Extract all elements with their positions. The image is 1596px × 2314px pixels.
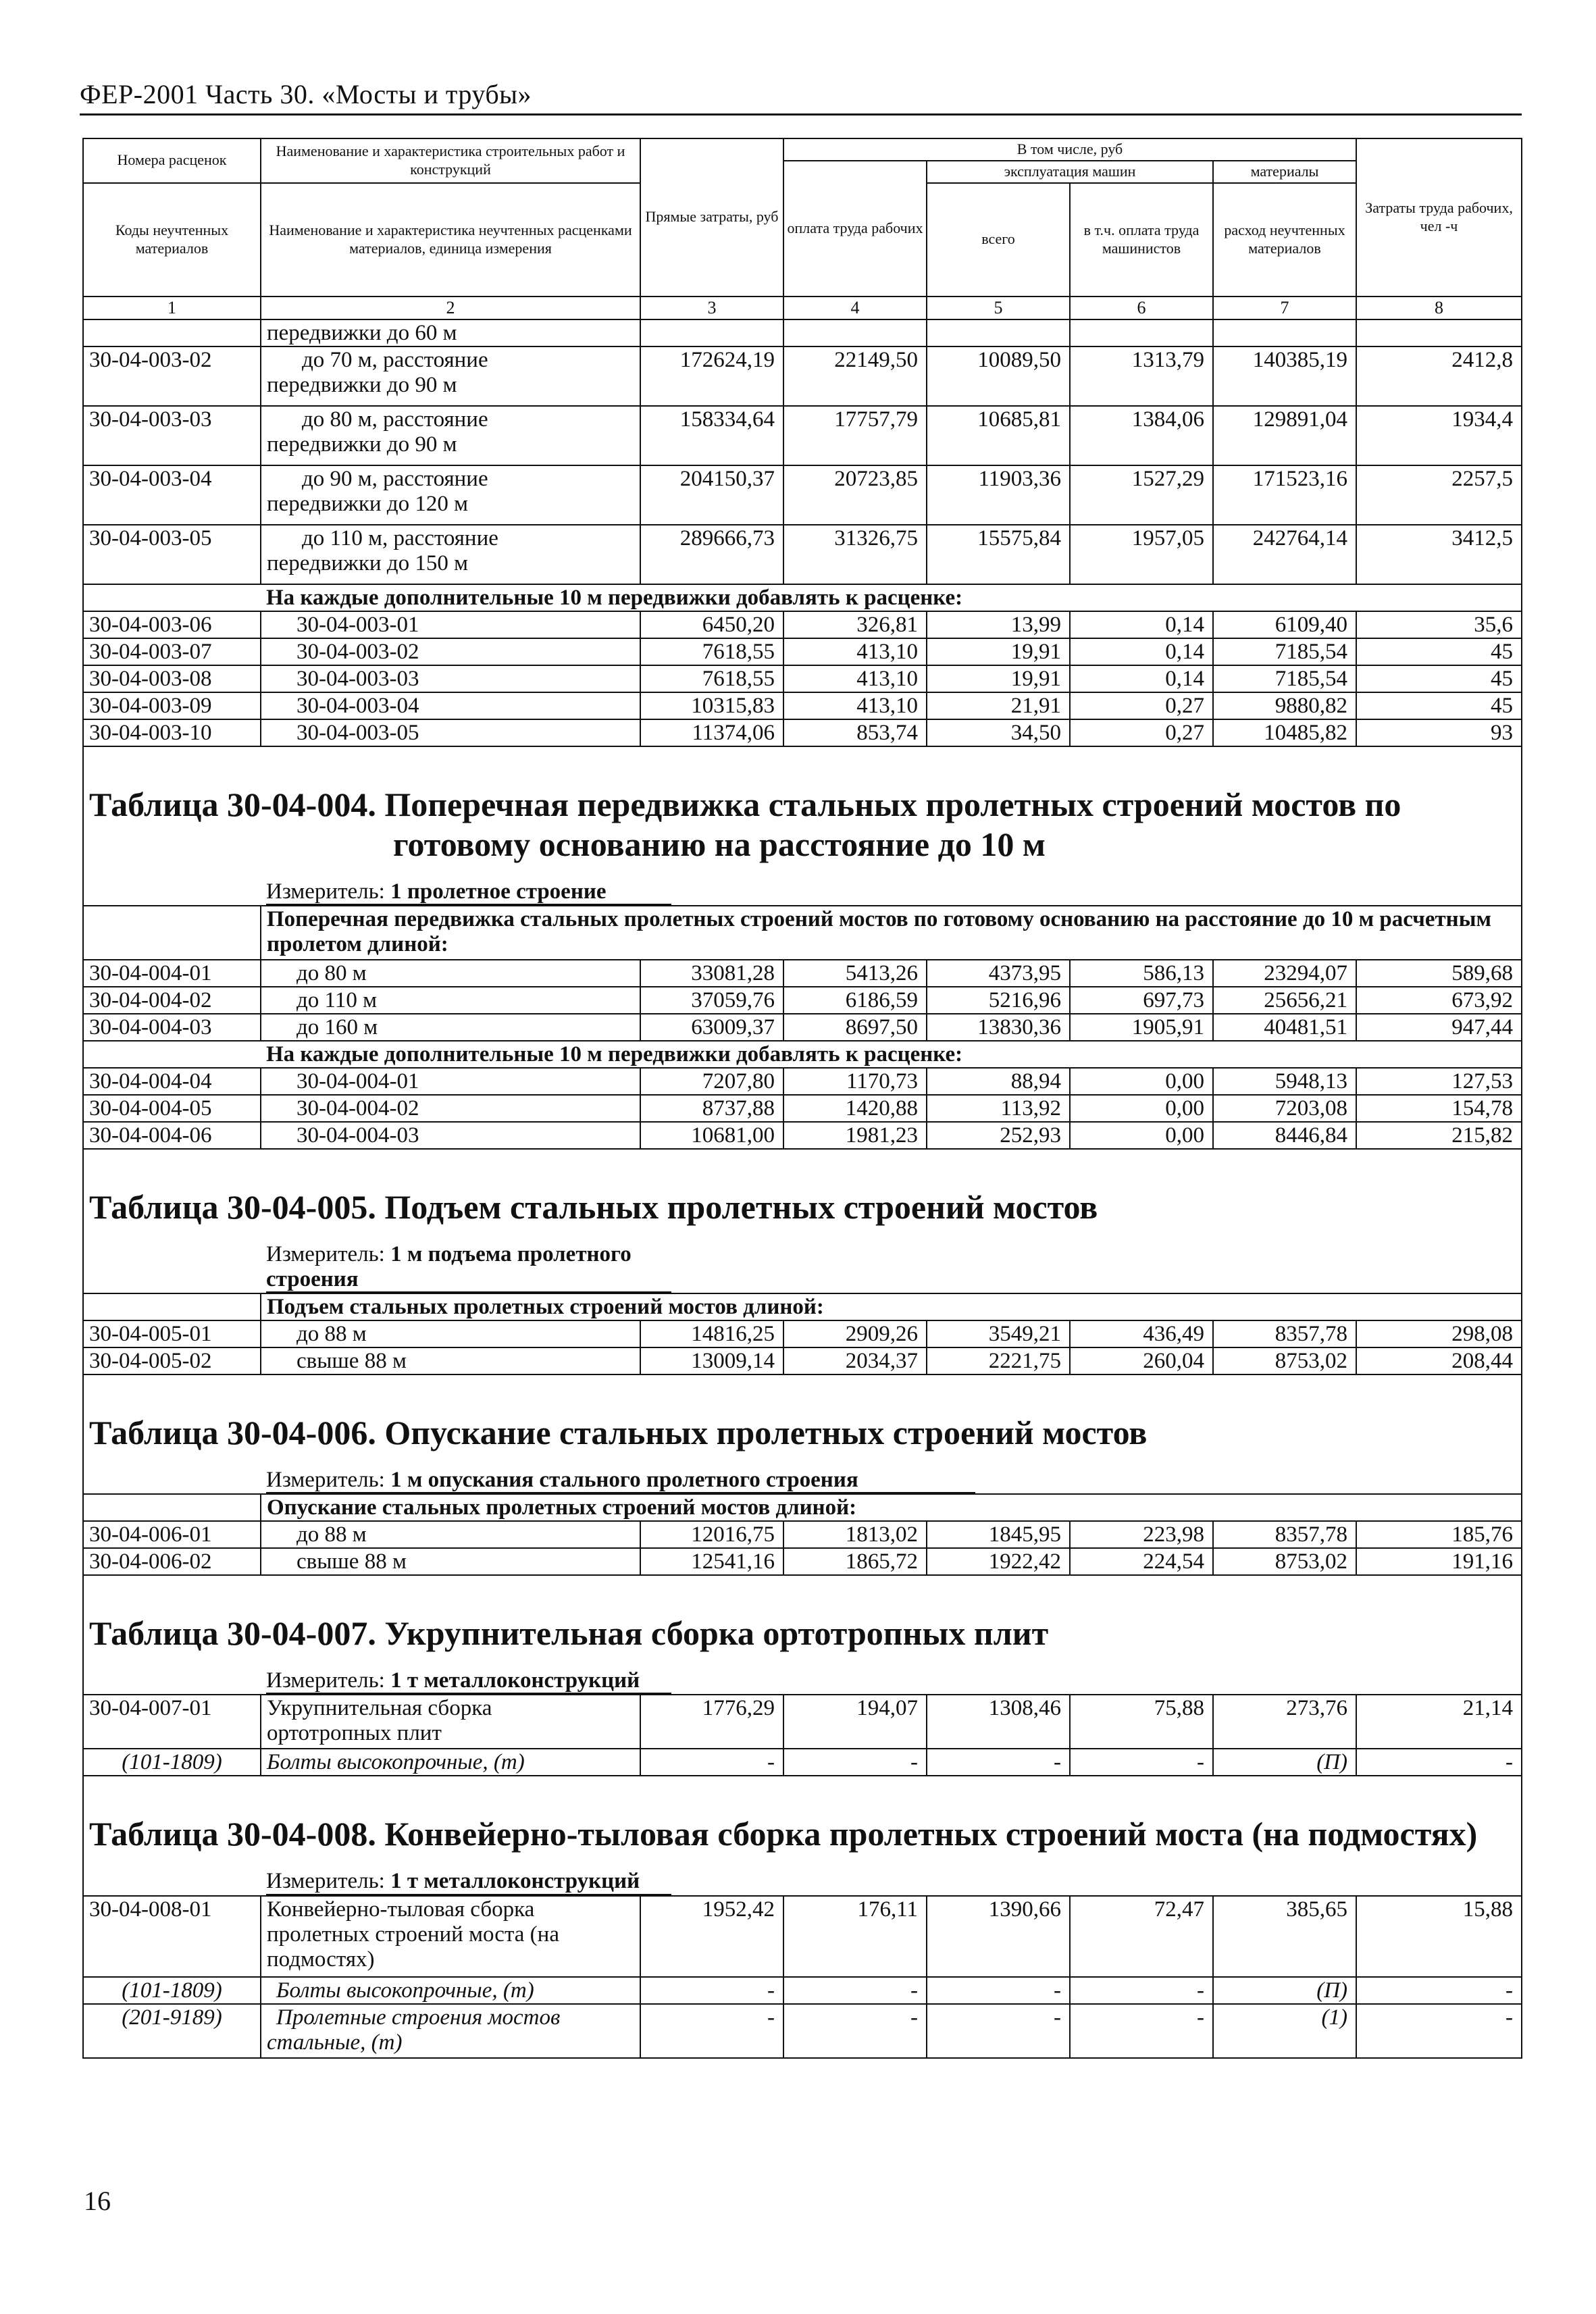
value-labor: 191,16 <box>1356 1548 1522 1575</box>
table-row <box>83 692 1522 719</box>
value-labor: 15,88 <box>1356 1896 1522 1977</box>
value-mach-wages: 1384,06 <box>1070 406 1213 465</box>
section-title: Поперечная передвижка стальных пролетных строений мостов по готовому основанию на расстояние до 10 м расчетным пролетом длиной: <box>261 906 1522 960</box>
section-row <box>83 584 1522 611</box>
value-direct: 172624,19 <box>640 346 783 406</box>
row-name: до 110 м, расстояние передвижки до 150 м <box>261 525 640 584</box>
value-direct: 1952,42 <box>640 1896 783 1977</box>
value-mach-total: 88,94 <box>927 1068 1070 1095</box>
value-materials: 385,65 <box>1213 1896 1356 1977</box>
row-name: до 110 м <box>261 987 640 1014</box>
value-mach-total: 13830,36 <box>927 1014 1070 1041</box>
column-number: 8 <box>1356 297 1522 320</box>
row-name: 30-04-003-03 <box>261 665 640 692</box>
row-code: 30-04-004-06 <box>83 1122 261 1149</box>
material-row <box>83 1977 1522 2004</box>
value-wages: - <box>783 1749 927 1776</box>
value-mach-wages: 586,13 <box>1070 960 1213 987</box>
column-number: 2 <box>261 297 640 320</box>
header-name-top: Наименование и характеристика строительных работ и конструкций <box>261 138 640 183</box>
value-labor: 2412,8 <box>1356 346 1522 406</box>
material-name: Болты высокопрочные, (т) <box>261 1749 640 1776</box>
value-mach-wages: - <box>1070 1977 1213 2004</box>
row-name: 30-04-003-01 <box>261 611 640 638</box>
value-mach-wages: 72,47 <box>1070 1896 1213 1977</box>
material-row <box>83 1749 1522 1776</box>
material-code: (101-1809) <box>83 1977 261 2004</box>
value-mach-wages: 436,49 <box>1070 1320 1213 1347</box>
meter-row <box>83 1460 1522 1494</box>
meter: Измеритель: 1 пролетное строение <box>83 871 1522 906</box>
value-direct: 7618,55 <box>640 638 783 665</box>
row-code: 30-04-003-07 <box>83 638 261 665</box>
meter: Измеритель: 1 т металлоконструкций <box>83 1861 1522 1895</box>
header-code-bottom: Коды неучтенных материалов <box>83 183 261 297</box>
value-materials: (1) <box>1213 2004 1356 2058</box>
add-section-title: На каждые дополнительные 10 м передвижки добавлять к расценке: <box>83 1041 1522 1068</box>
value-direct: 6450,20 <box>640 611 783 638</box>
row-code: 30-04-004-04 <box>83 1068 261 1095</box>
value-mach-total: 4373,95 <box>927 960 1070 987</box>
value-wages: 1865,72 <box>783 1548 927 1575</box>
value-direct: 12541,16 <box>640 1548 783 1575</box>
value-wages: 31326,75 <box>783 525 927 584</box>
value-mach-total: 10685,81 <box>927 406 1070 465</box>
value-labor: 154,78 <box>1356 1095 1522 1122</box>
section-title: Подъем стальных пролетных строений мостов длиной: <box>261 1293 1522 1320</box>
value-direct: 8737,88 <box>640 1095 783 1122</box>
header-direct: Прямые затраты, руб <box>640 138 783 297</box>
table-row <box>83 525 1522 584</box>
row-name: 30-04-004-03 <box>261 1122 640 1149</box>
value-mach-total: - <box>927 1749 1070 1776</box>
value-mach-wages: 0,00 <box>1070 1122 1213 1149</box>
value-mach-wages: 0,00 <box>1070 1068 1213 1095</box>
value-mach-total: 2221,75 <box>927 1347 1070 1374</box>
value-mach-total: 21,91 <box>927 692 1070 719</box>
table-row <box>83 1068 1522 1095</box>
table-title: Таблица 30-04-007. Укрупнительная сборка ортотропных плит <box>83 1575 1522 1660</box>
value-mach-total: 13,99 <box>927 611 1070 638</box>
value-mach-wages: - <box>1070 2004 1213 2058</box>
table-row <box>83 1548 1522 1575</box>
column-number: 4 <box>783 297 927 320</box>
row-code: 30-04-004-01 <box>83 960 261 987</box>
price-table <box>82 138 1522 2059</box>
value-mach-total: 1308,46 <box>927 1695 1070 1749</box>
header-rule <box>80 113 1522 115</box>
value-materials: (П) <box>1213 1749 1356 1776</box>
page-number: 16 <box>84 2186 111 2216</box>
value-direct: 7207,80 <box>640 1068 783 1095</box>
table-row <box>83 346 1522 406</box>
value-direct: 204150,37 <box>640 465 783 525</box>
value-mach-total: 113,92 <box>927 1095 1070 1122</box>
value-labor: 589,68 <box>1356 960 1522 987</box>
row-name: 30-04-004-01 <box>261 1068 640 1095</box>
value-mach-wages: 260,04 <box>1070 1347 1213 1374</box>
table-row <box>83 611 1522 638</box>
row-name: до 80 м <box>261 960 640 987</box>
value-labor: 298,08 <box>1356 1320 1522 1347</box>
section-row <box>83 1293 1522 1320</box>
value-wages: 194,07 <box>783 1695 927 1749</box>
value-direct: 10315,83 <box>640 692 783 719</box>
value-mach-wages: 697,73 <box>1070 987 1213 1014</box>
row-name: свыше 88 м <box>261 1347 640 1374</box>
row-name: до 88 м <box>261 1521 640 1548</box>
table-row <box>83 1521 1522 1548</box>
value-direct: - <box>640 1749 783 1776</box>
value-materials: 6109,40 <box>1213 611 1356 638</box>
value-labor: 2257,5 <box>1356 465 1522 525</box>
value-wages: 176,11 <box>783 1896 927 1977</box>
value-materials: 273,76 <box>1213 1695 1356 1749</box>
header-mach-wages: в т.ч. оплата труда машинистов <box>1070 183 1213 297</box>
value-labor: 45 <box>1356 638 1522 665</box>
column-number: 1 <box>83 297 261 320</box>
value-mach-total: 19,91 <box>927 665 1070 692</box>
material-name: Болты высокопрочные, (т) <box>261 1977 640 2004</box>
value-labor: 45 <box>1356 665 1522 692</box>
row-code: 30-04-003-02 <box>83 346 261 406</box>
meter-row <box>83 871 1522 906</box>
value-mach-wages: - <box>1070 1749 1213 1776</box>
table-row <box>83 1095 1522 1122</box>
value-wages: 2034,37 <box>783 1347 927 1374</box>
value-materials: 242764,14 <box>1213 525 1356 584</box>
table-row <box>83 465 1522 525</box>
header-mach-total: всего <box>927 183 1070 297</box>
row-code: 30-04-005-01 <box>83 1320 261 1347</box>
value-materials: 8357,78 <box>1213 1521 1356 1548</box>
row-code: 30-04-003-04 <box>83 465 261 525</box>
value-materials: (П) <box>1213 1977 1356 2004</box>
row-code: 30-04-007-01 <box>83 1695 261 1749</box>
row-name: передвижки до 60 м <box>261 319 640 346</box>
table-row <box>83 406 1522 465</box>
value-materials: 23294,07 <box>1213 960 1356 987</box>
row-code: 30-04-003-05 <box>83 525 261 584</box>
value-direct: - <box>640 1977 783 2004</box>
row-code: 30-04-008-01 <box>83 1896 261 1977</box>
value-direct: - <box>640 2004 783 2058</box>
value-labor: 185,76 <box>1356 1521 1522 1548</box>
value-mach-total: 3549,21 <box>927 1320 1070 1347</box>
table-row <box>83 960 1522 987</box>
header-machines: эксплуатация машин <box>927 161 1213 183</box>
table-title: Таблица 30-04-008. Конвейерно-тыловая сборка пролетных строений моста (на подмостях) <box>83 1776 1522 1861</box>
row-name: до 80 м, расстояние передвижки до 90 м <box>261 406 640 465</box>
header-labor: Затраты труда рабочих, чел -ч <box>1356 138 1522 297</box>
value-materials: 8446,84 <box>1213 1122 1356 1149</box>
value-mach-wages: 0,14 <box>1070 665 1213 692</box>
value-labor: 35,6 <box>1356 611 1522 638</box>
table-row <box>83 1320 1522 1347</box>
meter-row <box>83 1660 1522 1695</box>
running-header: ФЕР-2001 Часть 30. «Мосты и трубы» <box>80 79 532 109</box>
header-code-top: Номера расценок <box>83 138 261 183</box>
column-number: 5 <box>927 297 1070 320</box>
material-name: Пролетные строения мостов стальные, (т) <box>261 2004 640 2058</box>
table-row <box>83 1014 1522 1041</box>
row-code: 30-04-003-09 <box>83 692 261 719</box>
value-direct: 7618,55 <box>640 665 783 692</box>
value-mach-total: 11903,36 <box>927 465 1070 525</box>
value-labor: 215,82 <box>1356 1122 1522 1149</box>
row-name: до 88 м <box>261 1320 640 1347</box>
header-mat-spend: расход неучтенных материалов <box>1213 183 1356 297</box>
value-labor: 127,53 <box>1356 1068 1522 1095</box>
value-direct: 63009,37 <box>640 1014 783 1041</box>
value-direct: 12016,75 <box>640 1521 783 1548</box>
row-name: 30-04-003-02 <box>261 638 640 665</box>
row-name: 30-04-004-02 <box>261 1095 640 1122</box>
value-mach-total: 252,93 <box>927 1122 1070 1149</box>
value-materials: 7203,08 <box>1213 1095 1356 1122</box>
value-mach-wages: 224,54 <box>1070 1548 1213 1575</box>
meter: Измеритель: 1 м опускания стального пролетного строения <box>83 1460 1522 1494</box>
table-title: Таблица 30-04-004. Поперечная передвижка стальных пролетных строений мостов по готовому основанию на расстояние до 10 м <box>83 746 1522 871</box>
value-wages: 1981,23 <box>783 1122 927 1149</box>
meter: Измеритель: 1 т металлоконструкций <box>83 1660 1522 1695</box>
table-title: Таблица 30-04-005. Подъем стальных пролетных строений мостов <box>83 1149 1522 1234</box>
value-mach-total: 1922,42 <box>927 1548 1070 1575</box>
value-labor: 208,44 <box>1356 1347 1522 1374</box>
row-name: 30-04-003-04 <box>261 692 640 719</box>
value-wages: 413,10 <box>783 665 927 692</box>
material-row <box>83 2004 1522 2058</box>
section-row <box>83 1494 1522 1521</box>
value-mach-total: - <box>927 2004 1070 2058</box>
value-mach-wages: 75,88 <box>1070 1695 1213 1749</box>
value-materials: 171523,16 <box>1213 465 1356 525</box>
value-mach-total: 1845,95 <box>927 1521 1070 1548</box>
value-direct: 10681,00 <box>640 1122 783 1149</box>
value-labor: 21,14 <box>1356 1695 1522 1749</box>
section-row <box>83 1041 1522 1068</box>
row-code: 30-04-003-03 <box>83 406 261 465</box>
column-number: 3 <box>640 297 783 320</box>
value-materials: 25656,21 <box>1213 987 1356 1014</box>
table-row <box>83 665 1522 692</box>
value-direct: 1776,29 <box>640 1695 783 1749</box>
section-row <box>83 906 1522 960</box>
meter-row <box>83 1234 1522 1293</box>
section-title: Опускание стальных пролетных строений мостов длиной: <box>261 1494 1522 1521</box>
value-materials: 140385,19 <box>1213 346 1356 406</box>
value-wages: 413,10 <box>783 692 927 719</box>
value-mach-wages: 0,27 <box>1070 692 1213 719</box>
table-title: Таблица 30-04-006. Опускание стальных пролетных строений мостов <box>83 1374 1522 1460</box>
value-mach-wages: 1527,29 <box>1070 465 1213 525</box>
value-materials: 40481,51 <box>1213 1014 1356 1041</box>
value-materials: 5948,13 <box>1213 1068 1356 1095</box>
value-wages: 1170,73 <box>783 1068 927 1095</box>
value-materials: 8753,02 <box>1213 1548 1356 1575</box>
value-labor: 45 <box>1356 692 1522 719</box>
table-title-row <box>83 746 1522 871</box>
table-row <box>83 1347 1522 1374</box>
value-mach-total: 34,50 <box>927 719 1070 746</box>
row-code: 30-04-005-02 <box>83 1347 261 1374</box>
value-direct: 37059,76 <box>640 987 783 1014</box>
value-labor: 673,92 <box>1356 987 1522 1014</box>
value-direct: 158334,64 <box>640 406 783 465</box>
value-mach-total: 5216,96 <box>927 987 1070 1014</box>
value-direct: 11374,06 <box>640 719 783 746</box>
add-section-title: На каждые дополнительные 10 м передвижки добавлять к расценке: <box>83 584 1522 611</box>
value-wages: 20723,85 <box>783 465 927 525</box>
header-wages: оплата труда рабочих <box>783 161 927 297</box>
material-code: (201-9189) <box>83 2004 261 2058</box>
row-code: 30-04-006-01 <box>83 1521 261 1548</box>
value-labor: 947,44 <box>1356 1014 1522 1041</box>
row-code: 30-04-003-08 <box>83 665 261 692</box>
value-mach-total: - <box>927 1977 1070 2004</box>
value-wages: 22149,50 <box>783 346 927 406</box>
value-mach-total: 19,91 <box>927 638 1070 665</box>
table-row <box>83 1122 1522 1149</box>
value-mach-wages: 223,98 <box>1070 1521 1213 1548</box>
material-code: (101-1809) <box>83 1749 261 1776</box>
value-wages: 2909,26 <box>783 1320 927 1347</box>
value-direct: 13009,14 <box>640 1347 783 1374</box>
value-mach-wages: 1957,05 <box>1070 525 1213 584</box>
value-labor: - <box>1356 2004 1522 2058</box>
row-code: 30-04-003-10 <box>83 719 261 746</box>
value-direct: 289666,73 <box>640 525 783 584</box>
meter-row <box>83 1861 1522 1895</box>
value-wages: 8697,50 <box>783 1014 927 1041</box>
value-wages: - <box>783 1977 927 2004</box>
value-wages: 6186,59 <box>783 987 927 1014</box>
value-mach-wages: 0,14 <box>1070 638 1213 665</box>
value-materials: 7185,54 <box>1213 665 1356 692</box>
row-name: 30-04-003-05 <box>261 719 640 746</box>
table-row <box>83 319 1522 346</box>
table-title-row <box>83 1149 1522 1234</box>
row-name: свыше 88 м <box>261 1548 640 1575</box>
header-row-1 <box>83 138 1522 161</box>
value-direct: 33081,28 <box>640 960 783 987</box>
value-materials: 8753,02 <box>1213 1347 1356 1374</box>
value-labor: 3412,5 <box>1356 525 1522 584</box>
value-materials: 8357,78 <box>1213 1320 1356 1347</box>
value-labor: 1934,4 <box>1356 406 1522 465</box>
header-materials: материалы <box>1213 161 1356 183</box>
row-name: Укрупнительная сборка ортотропных плит <box>261 1695 640 1749</box>
table-row <box>83 1695 1522 1749</box>
value-mach-wages: 1905,91 <box>1070 1014 1213 1041</box>
value-materials: 129891,04 <box>1213 406 1356 465</box>
row-code: 30-04-004-02 <box>83 987 261 1014</box>
value-mach-wages: 0,14 <box>1070 611 1213 638</box>
value-materials: 9880,82 <box>1213 692 1356 719</box>
table-row <box>83 1896 1522 1977</box>
value-wages: 5413,26 <box>783 960 927 987</box>
value-wages: 326,81 <box>783 611 927 638</box>
table-title-row <box>83 1575 1522 1660</box>
value-wages: 853,74 <box>783 719 927 746</box>
header-incl: В том числе, руб <box>783 138 1356 161</box>
value-direct: 14816,25 <box>640 1320 783 1347</box>
row-code: 30-04-006-02 <box>83 1548 261 1575</box>
value-mach-wages: 0,27 <box>1070 719 1213 746</box>
row-code: 30-04-004-05 <box>83 1095 261 1122</box>
row-code: 30-04-003-06 <box>83 611 261 638</box>
value-mach-total: 15575,84 <box>927 525 1070 584</box>
row-name: до 90 м, расстояние передвижки до 120 м <box>261 465 640 525</box>
value-wages: 413,10 <box>783 638 927 665</box>
row-name: до 160 м <box>261 1014 640 1041</box>
table-title-row <box>83 1374 1522 1460</box>
value-wages: 1813,02 <box>783 1521 927 1548</box>
column-number: 6 <box>1070 297 1213 320</box>
row-name: Конвейерно-тыловая сборка пролетных строений моста (на подмостях) <box>261 1896 640 1977</box>
column-number: 7 <box>1213 297 1356 320</box>
table-title-row <box>83 1776 1522 1861</box>
value-mach-wages: 1313,79 <box>1070 346 1213 406</box>
value-wages: - <box>783 2004 927 2058</box>
value-labor: - <box>1356 1749 1522 1776</box>
row-code: 30-04-004-03 <box>83 1014 261 1041</box>
value-mach-total: 1390,66 <box>927 1896 1070 1977</box>
header-name-bottom: Наименование и характеристика неучтенных расценками материалов, единица измерения <box>261 183 640 297</box>
meter: Измеритель: 1 м подъема пролетного строения <box>83 1234 1522 1293</box>
value-wages: 1420,88 <box>783 1095 927 1122</box>
value-materials: 10485,82 <box>1213 719 1356 746</box>
value-mach-wages: 0,00 <box>1070 1095 1213 1122</box>
row-name: до 70 м, расстояние передвижки до 90 м <box>261 346 640 406</box>
column-number-row <box>83 297 1522 320</box>
table-row <box>83 638 1522 665</box>
table-row <box>83 987 1522 1014</box>
value-labor: 93 <box>1356 719 1522 746</box>
value-labor: - <box>1356 1977 1522 2004</box>
value-mach-total: 10089,50 <box>927 346 1070 406</box>
value-wages: 17757,79 <box>783 406 927 465</box>
table-row <box>83 719 1522 746</box>
value-materials: 7185,54 <box>1213 638 1356 665</box>
